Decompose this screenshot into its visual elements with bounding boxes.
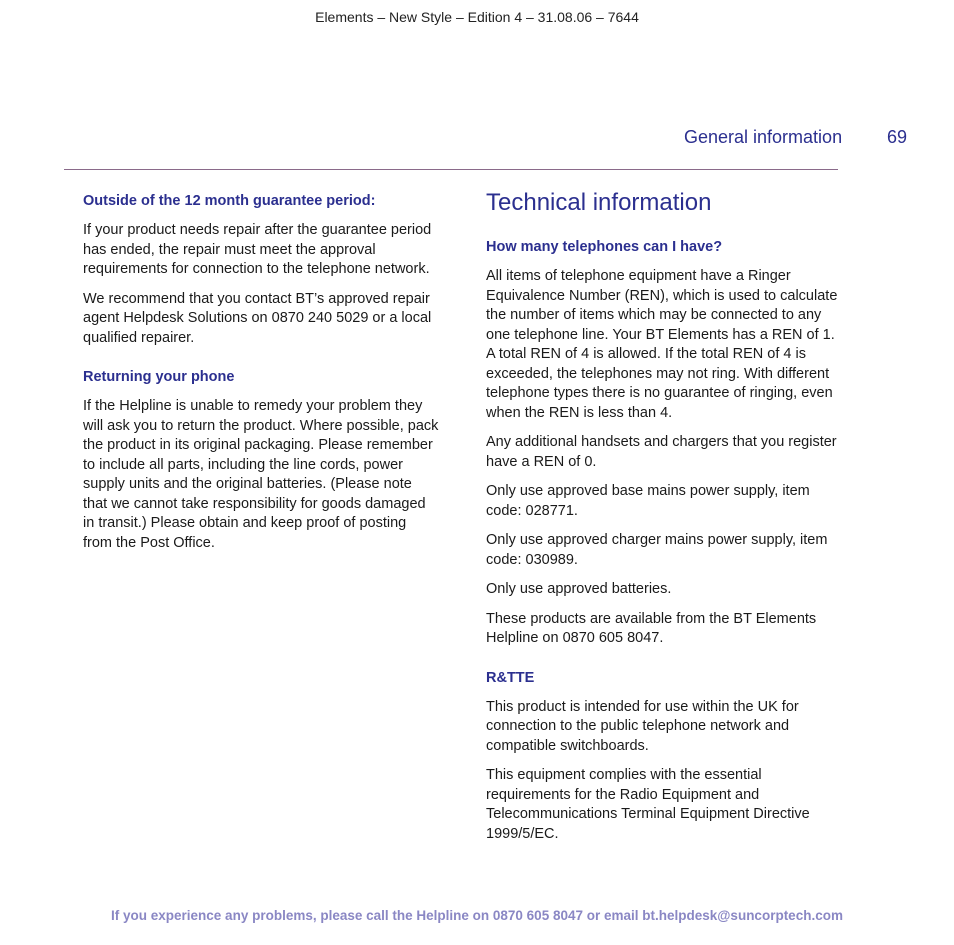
handsets-paragraph: Any additional handsets and chargers that you register have a REN of 0. bbox=[486, 434, 837, 470]
availability-paragraph: These products are available from the BT Elements Helpline on 0870 605 8047. bbox=[486, 610, 817, 646]
returning-heading: Returning your phone bbox=[83, 369, 235, 385]
ren-paragraph: All items of telephone equipment have a Ringer Equivalence Number (REN), which is used to calculate the number of items which may be connected to any one telephone line. Your BT Elements has a REN of 1. A total REN of 4 is allowed. If the total REN of 4 is exceeded, the telephones may not ring. With different telephone types there is no guarantee of ringing, even when the REN is less than 4. bbox=[486, 268, 838, 421]
returning-paragraph: If the Helpline is unable to remedy your problem they will ask you to return the product. Where possible, pack the product in its original packaging. Please remember to include all parts, including the line cords, power supply units and the original batteries. (Please note that we cannot take responsibility for goods damaged in transit.) Please obtain and keep proof of posting from the Post Office. bbox=[83, 398, 439, 551]
technical-info-title: Technical information bbox=[486, 189, 712, 216]
section-title: General information bbox=[684, 127, 843, 147]
rtte-heading: R&TTE bbox=[486, 669, 535, 686]
right-column bbox=[486, 188, 842, 854]
guarantee-paragraph: If your product needs repair after the guarantee period has ended, the repair must meet the approval requirements for connection to the telephone network. bbox=[83, 222, 432, 277]
base-supply-paragraph: Only use approved base mains power supply, item code: 028771. bbox=[486, 483, 810, 519]
telephones-heading: How many telephones can I have? bbox=[486, 239, 723, 255]
helpline-footer: If you experience any problems, please call the Helpline on 0870 605 8047 or email bt.helpdesk@suncorptech.com bbox=[111, 908, 843, 923]
page-number: 69 bbox=[887, 127, 908, 147]
left-column bbox=[83, 192, 439, 563]
batteries-paragraph: Only use approved batteries. bbox=[486, 581, 672, 597]
document-meta: Elements – New Style – Edition 4 – 31.08.06 – 7644 bbox=[315, 9, 639, 25]
charger-supply-paragraph: Only use approved charger mains power supply, item code: 030989. bbox=[486, 532, 828, 568]
compliance-paragraph: This equipment complies with the essential requirements for the Radio Equipment and Telecommunications Terminal Equipment Directive 1999/5/EC. bbox=[486, 767, 810, 842]
guarantee-heading: Outside of the 12 month guarantee period: bbox=[83, 193, 376, 209]
intended-use-paragraph: This product is intended for use within the UK for connection to the public telephone network and compatible switchboards. bbox=[486, 698, 799, 754]
repair-agent-paragraph: We recommend that you contact BT’s approved repair agent Helpdesk Solutions on 0870 240 5029 or a local qualified repairer. bbox=[83, 290, 432, 346]
header-divider bbox=[64, 169, 838, 170]
